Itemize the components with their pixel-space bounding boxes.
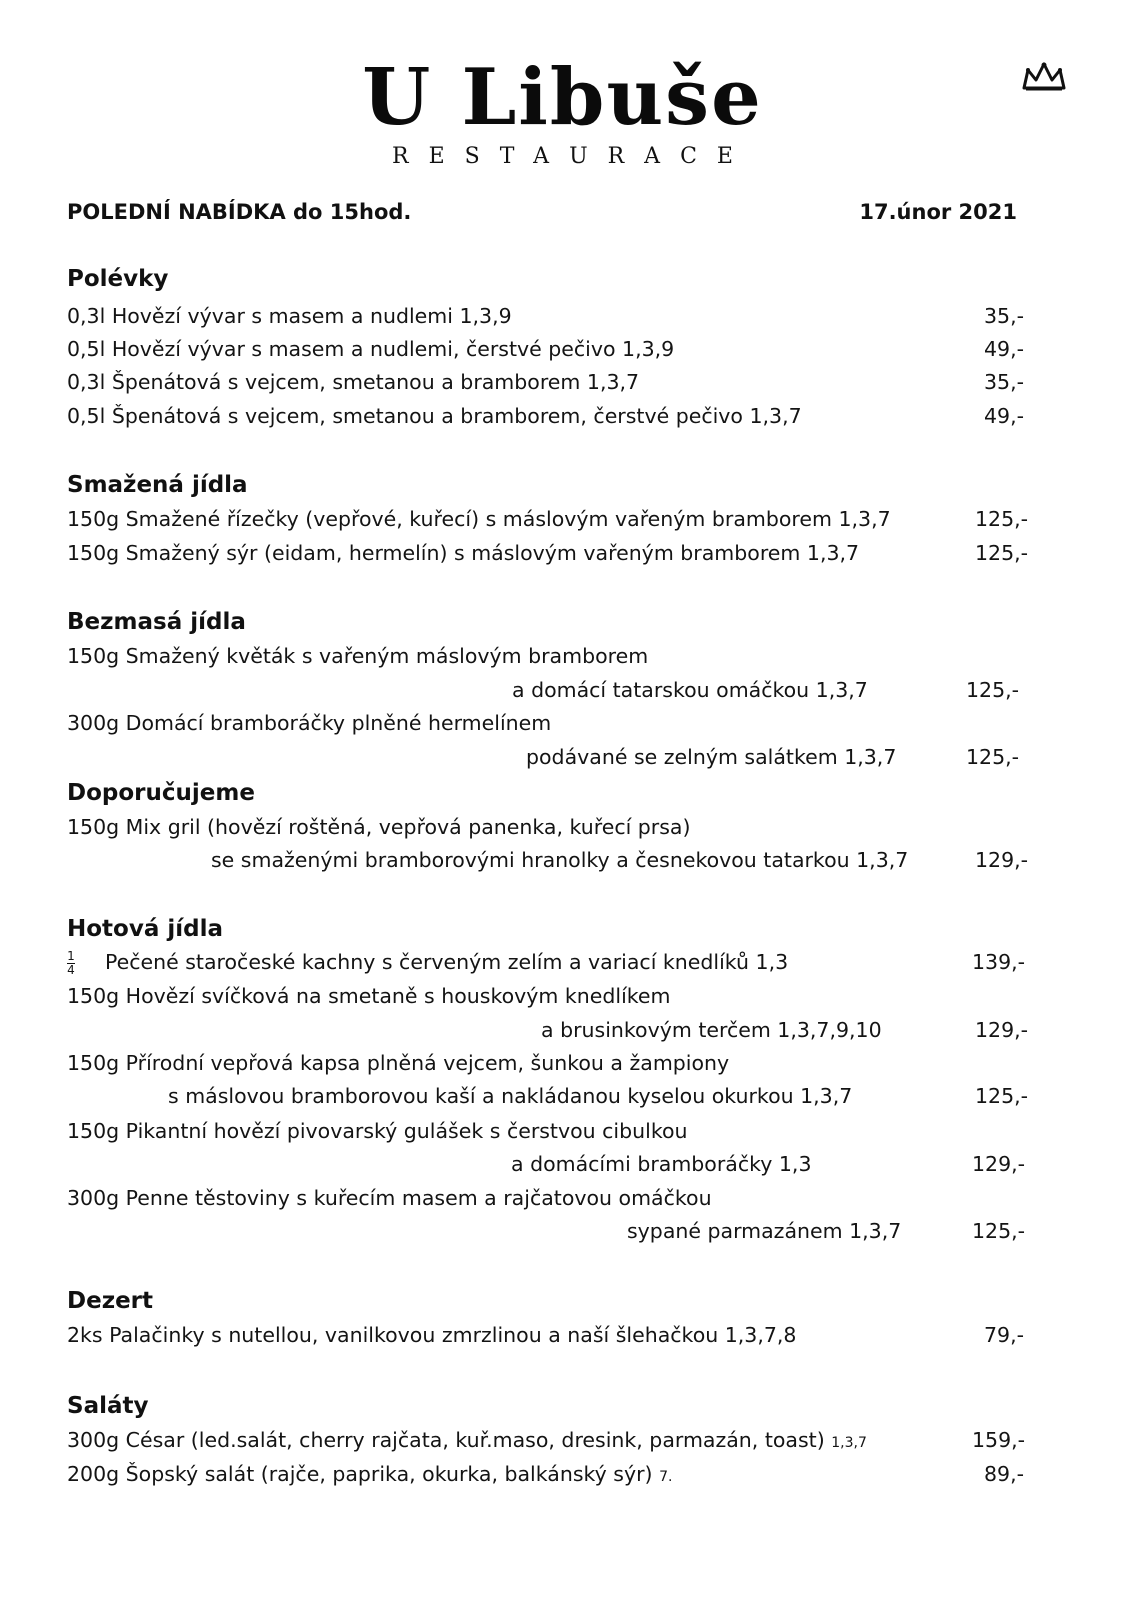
menu-item-text-cont: sypané parmazánem 1,3,7 xyxy=(627,1219,902,1243)
offer-title: POLEDNÍ NABÍDKA do 15hod. xyxy=(67,200,412,224)
section-title-dezert: Dezert xyxy=(67,1288,154,1314)
menu-item-price: 49,- xyxy=(984,404,1024,428)
section-title-salaty: Saláty xyxy=(67,1393,149,1419)
menu-item-text: 150g Přírodní vepřová kapsa plněná vejcem, šunkou a žampiony xyxy=(67,1051,730,1075)
restaurant-logo xyxy=(0,52,1125,169)
menu-item-text-cont: podávané se zelným salátkem 1,3,7 xyxy=(526,745,897,769)
menu-item-price: 125,- xyxy=(975,541,1029,565)
allergens: 1,3,7 xyxy=(831,1435,867,1451)
menu-item-text-cont: a domácími bramboráčky 1,3 xyxy=(511,1152,812,1176)
menu-item-text: 150g Hovězí svíčková na smetaně s houskovým knedlíkem xyxy=(67,984,671,1008)
menu-item-text: 0,5l Špenátová s vejcem, smetanou a bramborem, čerstvé pečivo 1,3,7 xyxy=(67,404,802,428)
menu-item-price: 129,- xyxy=(975,1018,1029,1042)
menu-item-text-cont: a brusinkovým terčem 1,3,7,9,10 xyxy=(541,1018,882,1042)
menu-item-text: $\frac{1}{4}$ Pečené staročeské kachny s červeným zelím a variací knedlíků 1,3 xyxy=(67,948,789,977)
menu-item-text-cont: s máslovou bramborovou kaší a nakládanou kyselou okurkou 1,3,7 xyxy=(168,1084,853,1108)
menu-item-text: 150g Smažený květák s vařeným máslovým bramborem xyxy=(67,644,649,668)
quarter-fraction: $\frac{1}{4}$ xyxy=(67,948,75,977)
allergens: 7. xyxy=(659,1469,673,1485)
menu-item-text: 300g Domácí bramboráčky plněné hermelínem xyxy=(67,711,552,735)
menu-item-text: 150g Mix gril (hovězí roštěná, vepřová panenka, kuřecí prsa) xyxy=(67,815,691,839)
menu-item-price: 129,- xyxy=(975,848,1029,872)
menu-item-text: 0,5l Hovězí vývar s masem a nudlemi, čerstvé pečivo 1,3,9 xyxy=(67,337,675,361)
menu-item-text: 200g Šopský salát (rajče, paprika, okurka, balkánský sýr) 7. xyxy=(67,1462,673,1486)
menu-item-price: 49,- xyxy=(984,337,1024,361)
section-title-smazena: Smažená jídla xyxy=(67,472,248,498)
menu-item-text: 150g Pikantní hovězí pivovarský gulášek s čerstvou cibulkou xyxy=(67,1119,688,1143)
menu-item-text-cont: se smaženými bramborovými hranolky a česnekovou tatarkou 1,3,7 xyxy=(211,848,909,872)
logo-subtitle: RESTAURACE xyxy=(392,144,753,169)
logo-title: U Libuše xyxy=(362,52,763,143)
menu-item-price: 129,- xyxy=(972,1152,1026,1176)
menu-item-text: 150g Smažené řízečky (vepřové, kuřecí) s máslovým vařeným bramborem 1,3,7 xyxy=(67,507,891,531)
menu-item-text: 0,3l Špenátová s vejcem, smetanou a bramborem 1,3,7 xyxy=(67,370,640,394)
menu-header xyxy=(67,200,1017,230)
menu-item-text-cont: a domácí tatarskou omáčkou 1,3,7 xyxy=(512,678,868,702)
menu-item-text: 2ks Palačinky s nutellou, vanilkovou zmrzlinou a naší šlehačkou 1,3,7,8 xyxy=(67,1323,797,1347)
menu-item-price: 159,- xyxy=(972,1428,1026,1452)
menu-item-price: 35,- xyxy=(984,304,1024,328)
menu-item-price: 125,- xyxy=(966,745,1020,769)
menu-date: 17.únor 2021 xyxy=(859,200,1017,224)
section-title-polevky: Polévky xyxy=(67,266,169,292)
menu-item-price: 35,- xyxy=(984,370,1024,394)
menu-item-price: 125,- xyxy=(975,507,1029,531)
menu-item-price: 125,- xyxy=(972,1219,1026,1243)
menu-item-price: 125,- xyxy=(966,678,1020,702)
menu-item-price: 125,- xyxy=(975,1084,1029,1108)
crown-icon xyxy=(1022,62,1066,92)
menu-item-text: 300g César (led.salát, cherry rajčata, kuř.maso, dresink, parmazán, toast) 1,3,7 xyxy=(67,1428,867,1452)
menu-item-text: 150g Smažený sýr (eidam, hermelín) s máslovým vařeným bramborem 1,3,7 xyxy=(67,541,860,565)
menu-item-price: 79,- xyxy=(984,1323,1024,1347)
menu-item-price: 89,- xyxy=(984,1462,1024,1486)
menu-item-text: 300g Penne těstoviny s kuřecím masem a rajčatovou omáčkou xyxy=(67,1186,712,1210)
section-title-hotova: Hotová jídla xyxy=(67,916,224,942)
section-title-bezmasa: Bezmasá jídla xyxy=(67,609,246,635)
menu-item-price: 139,- xyxy=(972,950,1026,974)
section-title-doporucujeme: Doporučujeme xyxy=(67,780,255,806)
menu-item-text: 0,3l Hovězí vývar s masem a nudlemi 1,3,9 xyxy=(67,304,512,328)
